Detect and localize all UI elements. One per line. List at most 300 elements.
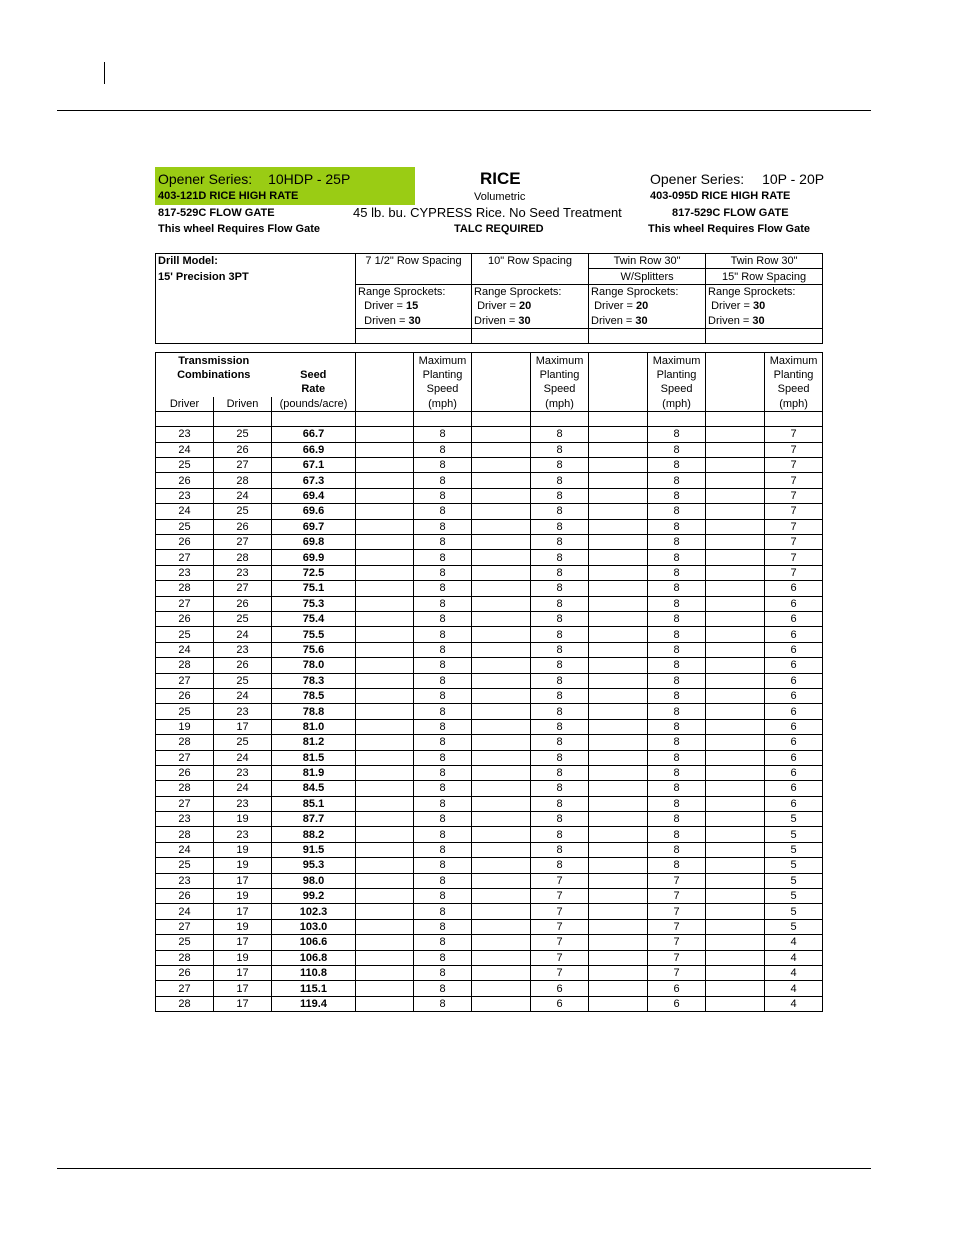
speed-cell-1: 8 [531,827,589,842]
table-row [156,842,823,857]
speed-cell-0: 8 [414,581,472,596]
blank-cell [356,965,414,980]
blank-cell [706,750,765,765]
speed-cell-3: 5 [765,842,823,857]
speed-cell-1: 8 [531,735,589,750]
blank-cell [472,935,531,950]
driver-cell: 28 [156,950,214,965]
speed-cell-0: 8 [414,904,472,919]
spacing-name-2: Twin Row 30" [589,254,706,269]
max-header-1: Maximum [648,353,706,368]
blank-cell [472,581,531,596]
seed-rate-cell: 115.1 [272,981,356,996]
blank-cell [472,889,531,904]
driver-cell: 24 [156,904,214,919]
speed-cell-1: 8 [531,473,589,488]
speed-cell-3: 5 [765,812,823,827]
seed-rate-cell: 106.6 [272,935,356,950]
blank-cell [706,842,765,857]
drill-spacer [156,314,356,329]
max-header-3: Speed [765,382,823,396]
blank-cell [589,735,648,750]
speed-cell-0: 8 [414,827,472,842]
blank-cell [472,704,531,719]
speed-cell-3: 6 [765,796,823,811]
blank-cell [589,812,648,827]
seed-rate-cell: 69.7 [272,519,356,534]
speed-cell-3: 6 [765,781,823,796]
blank-cell [356,550,414,565]
speed-cell-2: 8 [648,858,706,873]
driven-cell: 24 [214,781,272,796]
table-row [156,473,823,488]
driver-cell: 25 [156,858,214,873]
table-row [156,935,823,950]
driver-cell: 27 [156,981,214,996]
blank-cell [706,796,765,811]
blank-cell [706,550,765,565]
blank-cell [472,411,531,426]
speed-cell-1: 8 [531,442,589,457]
blank-cell [589,642,648,657]
blank-cell [414,411,472,426]
range-label-0: Range Sprockets: [356,284,472,299]
blank-cell [706,873,765,888]
driver-cell: 26 [156,965,214,980]
seed-rate-cell: 67.1 [272,458,356,473]
speed-cell-0: 8 [414,765,472,780]
blank-cell [356,504,414,519]
speed-cell-2: 8 [648,611,706,626]
speed-cell-0: 8 [414,950,472,965]
speed-cell-1: 7 [531,919,589,934]
max-header-3: Speed [648,382,706,396]
blank-cell [156,382,272,396]
seed-rate-cell: 66.7 [272,427,356,442]
speed-cell-0: 8 [414,535,472,550]
blank-cell [589,368,648,382]
seed-rate-cell: 119.4 [272,996,356,1011]
driver-cell: 25 [156,627,214,642]
unit-header: (pounds/acre) [272,397,356,412]
table-row [156,919,823,934]
blank-cell [356,996,414,1011]
max-header-4: (mph) [765,397,823,412]
table-row [156,996,823,1011]
drill-spacer [156,299,356,313]
seed-rate-cell: 69.6 [272,504,356,519]
speed-cell-0: 8 [414,750,472,765]
speed-cell-0: 8 [414,919,472,934]
blank-cell [706,581,765,596]
speed-cell-2: 8 [648,535,706,550]
seed-rate-cell: 95.3 [272,858,356,873]
table-row [156,688,823,703]
blank-cell [356,642,414,657]
blank-cell [356,735,414,750]
subtitle: Volumetric [474,191,526,203]
speed-cell-3: 4 [765,965,823,980]
speed-cell-2: 8 [648,581,706,596]
max-header-4: (mph) [648,397,706,412]
driver-0 [356,299,472,313]
driver-value: 15 [406,300,419,313]
speed-cell-2: 8 [648,827,706,842]
right-part: 403-095D RICE HIGH RATE [650,190,791,202]
left-opener-value: 10HDP - 25P [268,171,351,187]
seed-rate-cell: 78.5 [272,688,356,703]
seed-rate-cell: 69.4 [272,488,356,503]
speed-cell-3: 7 [765,504,823,519]
blank-cell [472,688,531,703]
blank-cell [356,904,414,919]
combinations-header: Combinations [156,368,272,382]
table-row [156,611,823,626]
speed-cell-3: 6 [765,642,823,657]
right-opener [650,172,824,186]
blank-cell [472,981,531,996]
seed-rate-table [155,253,823,1012]
table-row [156,535,823,550]
seed-rate-cell: 84.5 [272,781,356,796]
blank-cell [589,873,648,888]
blank-cell [589,458,648,473]
driven-label: Driven = [364,314,406,327]
blank-cell [356,873,414,888]
speed-cell-3: 7 [765,488,823,503]
blank-cell [589,519,648,534]
seed-rate-cell: 78.3 [272,673,356,688]
speed-cell-1: 8 [531,596,589,611]
speed-cell-3: 5 [765,858,823,873]
blank-cell [472,719,531,734]
blank-cell [356,950,414,965]
blank-cell [706,981,765,996]
blank-cell [356,858,414,873]
speed-cell-2: 7 [648,965,706,980]
seed-rate-cell: 88.2 [272,827,356,842]
speed-cell-2: 7 [648,873,706,888]
driver-cell: 28 [156,658,214,673]
speed-cell-2: 8 [648,704,706,719]
blank-cell [706,658,765,673]
driver-cell: 28 [156,581,214,596]
blank-cell [706,458,765,473]
blank-cell [272,353,356,368]
speed-cell-1: 8 [531,658,589,673]
driven-cell: 26 [214,519,272,534]
driven-cell: 26 [214,442,272,457]
blank-cell [472,842,531,857]
blank-cell [472,965,531,980]
driver-header: Driver [156,397,214,412]
driver-label: Driver = [364,300,403,313]
driven-value: 30 [518,314,531,327]
speed-cell-2: 8 [648,596,706,611]
speed-cell-0: 8 [414,611,472,626]
speed-cell-0: 8 [414,488,472,503]
speed-cell-1: 8 [531,550,589,565]
driver-cell: 27 [156,596,214,611]
table-row [156,519,823,534]
driver-cell: 28 [156,827,214,842]
driven-cell: 25 [214,673,272,688]
blank-cell [706,704,765,719]
blank-cell [356,827,414,842]
driver-cell: 27 [156,919,214,934]
speed-cell-2: 8 [648,673,706,688]
driven-label: Driven = [591,314,633,327]
blank-cell [706,504,765,519]
seed-rate-cell: 72.5 [272,565,356,580]
speed-cell-3: 6 [765,704,823,719]
blank-cell [356,596,414,611]
table-row [156,719,823,734]
seed-rate-cell: 75.5 [272,627,356,642]
speed-cell-2: 6 [648,981,706,996]
speed-cell-1: 7 [531,873,589,888]
speed-cell-1: 8 [531,565,589,580]
spacing-sub-1 [472,269,589,284]
blank-cell [356,673,414,688]
blank-cell [706,427,765,442]
blank-cell [589,796,648,811]
driver-cell: 25 [156,458,214,473]
range-label-2: Range Sprockets: [589,284,706,299]
seed-rate-cell: 110.8 [272,965,356,980]
blank-cell [472,950,531,965]
driven-label: Driven = [474,314,516,327]
talc-note: TALC REQUIRED [454,223,544,235]
seed-rate-cell: 81.2 [272,735,356,750]
table-row [156,488,823,503]
driver-cell: 27 [156,750,214,765]
spacing-sub-3: 15" Row Spacing [706,269,823,284]
speed-cell-0: 8 [414,873,472,888]
driver-value: 20 [635,300,649,313]
blank-cell [356,981,414,996]
driven-cell: 17 [214,996,272,1011]
speed-cell-3: 6 [765,719,823,734]
blank-cell [472,627,531,642]
driven-cell: 23 [214,827,272,842]
speed-cell-1: 8 [531,858,589,873]
seed-rate-cell: 66.9 [272,442,356,457]
seed-rate-cell: 99.2 [272,889,356,904]
driven-cell: 17 [214,719,272,734]
seed-header: Seed [272,368,356,382]
table-row [156,889,823,904]
driven-cell: 17 [214,981,272,996]
table-row [156,658,823,673]
blank-cell [472,488,531,503]
speed-cell-1: 8 [531,812,589,827]
blank-cell [589,965,648,980]
blank-cell [706,812,765,827]
table-row [156,765,823,780]
blank-cell [472,827,531,842]
max-header-1: Maximum [414,353,472,368]
driver-cell: 26 [156,688,214,703]
driven-cell: 19 [214,812,272,827]
blank-cell [356,458,414,473]
speed-cell-0: 8 [414,981,472,996]
blank-cell [706,950,765,965]
table-row [156,858,823,873]
blank-cell [472,812,531,827]
seed-rate-cell: 75.3 [272,596,356,611]
speed-cell-0: 8 [414,735,472,750]
driven-cell: 27 [214,581,272,596]
seed-rate-cell: 85.1 [272,796,356,811]
speed-cell-3: 4 [765,981,823,996]
blank-cell [472,458,531,473]
speed-cell-3: 6 [765,688,823,703]
blank-cell [589,996,648,1011]
speed-cell-3: 6 [765,735,823,750]
speed-cell-2: 8 [648,550,706,565]
table-gap [156,344,823,353]
seed-rate-cell: 103.0 [272,919,356,934]
speed-cell-2: 8 [648,735,706,750]
blank-cell [589,658,648,673]
blank-cell [589,981,648,996]
blank-cell [706,488,765,503]
speed-cell-2: 8 [648,504,706,519]
driver-cell: 27 [156,550,214,565]
speed-cell-3: 7 [765,519,823,534]
blank-cell [706,596,765,611]
speed-cell-3: 5 [765,904,823,919]
table-row [156,550,823,565]
table-row [156,981,823,996]
blank-cell [472,858,531,873]
blank-cell [589,473,648,488]
blank-cell [706,611,765,626]
speed-cell-3: 4 [765,950,823,965]
driven-cell: 23 [214,642,272,657]
speed-cell-0: 8 [414,889,472,904]
table-row [156,458,823,473]
speed-cell-2: 8 [648,473,706,488]
speed-cell-2: 8 [648,519,706,534]
driven-cell: 25 [214,735,272,750]
blank-cell [472,504,531,519]
speed-cell-2: 8 [648,796,706,811]
speed-cell-1: 8 [531,458,589,473]
blank-cell [356,765,414,780]
driven-label: Driven = [708,314,750,327]
speed-cell-1: 8 [531,627,589,642]
blank-cell [589,411,648,426]
speed-cell-2: 8 [648,765,706,780]
driven-cell: 27 [214,535,272,550]
blank-cell [272,411,356,426]
driven-cell: 23 [214,765,272,780]
blank-cell [472,673,531,688]
speed-cell-3: 7 [765,458,823,473]
left-flow-gate: 817-529C FLOW GATE [158,207,275,219]
blank-cell [589,842,648,857]
speed-cell-2: 8 [648,781,706,796]
blank-cell [589,765,648,780]
speed-cell-0: 8 [414,642,472,657]
table-row [156,704,823,719]
blank-cell [589,581,648,596]
table-row [156,627,823,642]
blank-cell [472,658,531,673]
speed-cell-3: 6 [765,596,823,611]
speed-cell-0: 8 [414,565,472,580]
speed-cell-1: 8 [531,673,589,688]
speed-cell-2: 8 [648,458,706,473]
blank-cell [706,919,765,934]
drill-model-label: Drill Model: [156,254,356,269]
seed-rate-cell: 67.3 [272,473,356,488]
spacing-name-3: Twin Row 30" [706,254,823,269]
speed-cell-0: 8 [414,842,472,857]
driven-2 [589,314,706,329]
blank-cell [356,519,414,534]
blank-cell [706,382,765,396]
blank-cell [648,411,706,426]
table-row [156,904,823,919]
speed-cell-3: 6 [765,765,823,780]
speed-cell-0: 8 [414,796,472,811]
speed-cell-2: 8 [648,565,706,580]
blank-cell [531,411,589,426]
blank-cell [706,442,765,457]
speed-cell-0: 8 [414,812,472,827]
blank-cell [589,596,648,611]
speed-cell-1: 8 [531,765,589,780]
blank-cell [356,919,414,934]
speed-cell-0: 8 [414,965,472,980]
speed-cell-0: 8 [414,719,472,734]
blank-cell [706,519,765,534]
driver-cell: 28 [156,735,214,750]
max-header-4: (mph) [531,397,589,412]
blank-cell [706,735,765,750]
driver-cell: 26 [156,611,214,626]
driven-cell: 19 [214,842,272,857]
spacing-name-1: 10" Row Spacing [472,254,589,269]
blank-cell [472,611,531,626]
seed-rate-cell: 106.8 [272,950,356,965]
blank-cell [589,550,648,565]
max-header-1: Maximum [765,353,823,368]
seed-rate-cell: 75.1 [272,581,356,596]
blank-cell [706,858,765,873]
max-header-4: (mph) [414,397,472,412]
blank-cell [589,673,648,688]
blank-cell [356,935,414,950]
blank-cell [472,473,531,488]
blank-cell [214,411,272,426]
driver-cell: 27 [156,796,214,811]
seed-rate-cell: 87.7 [272,812,356,827]
page-margin-bar [104,62,105,84]
blank-cell [589,565,648,580]
blank-cell [706,904,765,919]
speed-cell-1: 8 [531,719,589,734]
driver-1 [472,299,589,313]
driver-3 [706,299,823,313]
blank-cell [706,688,765,703]
right-opener-label: Opener Series: [650,171,745,187]
seed-rate-cell: 102.3 [272,904,356,919]
speed-cell-3: 6 [765,611,823,626]
